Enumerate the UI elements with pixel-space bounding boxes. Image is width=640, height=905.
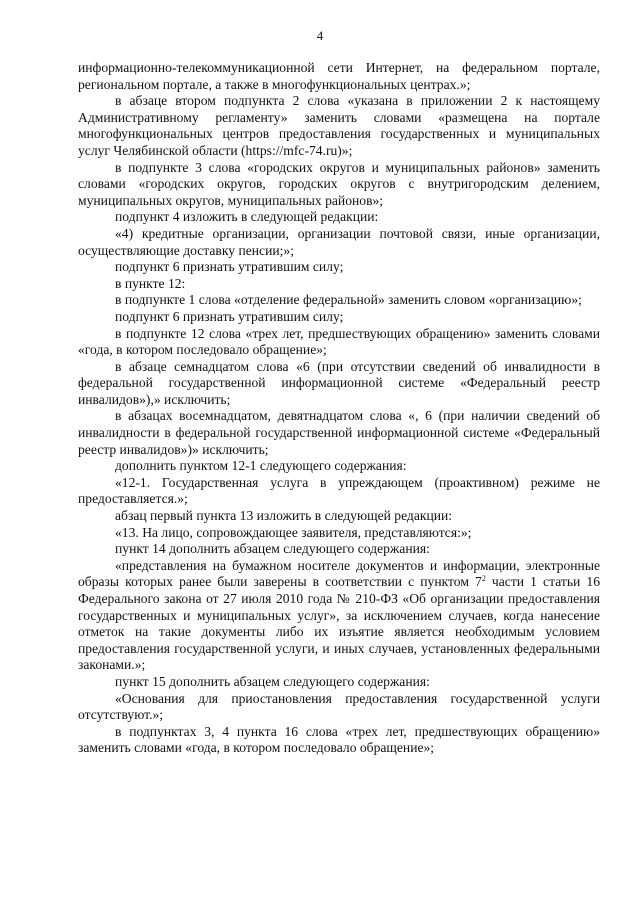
paragraph: в абзацах восемнадцатом, девятнадцатом слова «, 6 (при наличии сведений об инвалидности в федеральной государственной информационной системе «Федеральный реестр инвалидов»)» исключить; — [78, 408, 600, 457]
paragraph: информационно-телекоммуникационной сети Интернет, на федеральном портале, региональном портале, а также в многофункциональных центрах.»; — [78, 60, 600, 92]
paragraph: в подпункте 1 слова «отделение федеральной» заменить словом «организацию»; — [115, 292, 582, 308]
paragraph: в подпунктах 3, 4 пункта 16 слова «трех лет, предшествующих обращению» заменить словами «года, в котором последовало обращение»; — [78, 723, 600, 756]
paragraph: «12-1. Государственная услуга в упреждающем (проактивном) режиме не предоставляется.»; — [78, 474, 600, 507]
paragraph-text: части 1 статьи 16 Федерального закона от 27 июля 2010 года № 210-ФЗ «Об организации предоставления государственных и муниципальных услуг», за исключением случаев, когда нанесение отметок на такие документы либо их изъятие является необходимым условием предоставления государственной услуги, и иных случаев, установленных федеральными законами.»; — [78, 574, 600, 673]
paragraph: «Основания для приостановления предоставления государственной услуги отсутствуют.»; — [78, 690, 600, 723]
paragraph: в подпункте 3 слова «городских округов и муниципальных районов» заменить словами «городских округов, городских округов с внутригородским делением, муниципальных округов, муниципальных районов»; — [78, 159, 600, 208]
document-body — [78, 60, 600, 757]
paragraph: подпункт 6 признать утратившим силу; — [115, 308, 344, 324]
paragraph: в пункте 12: — [115, 275, 186, 291]
page-number: 4 — [316, 28, 324, 43]
paragraph: в подпункте 12 слова «трех лет, предшествующих обращению» заменить словами «года, в котором последовало обращение»; — [78, 325, 600, 358]
paragraph-text: «представления на бумажном носителе документов и информации, электронные образы которых ранее были заверены в соответствии с пунктом 7 — [78, 557, 600, 590]
paragraph: пункт 15 дополнить абзацем следующего содержания: — [115, 673, 430, 689]
paragraph: пункт 14 дополнить абзацем следующего содержания: — [115, 541, 430, 557]
paragraph: в абзаце семнадцатом слова «6 (при отсутствии сведений об инвалидности в федеральной государственной информационной системе «Федеральный реестр инвалидов»),» исключить; — [78, 358, 600, 407]
paragraph-with-superscript — [78, 558, 600, 674]
paragraph: «4) кредитные организации, организации почтовой связи, иные организации, осуществляющие доставку пенсии;»; — [78, 225, 600, 258]
paragraph: дополнить пунктом 12-1 следующего содержания: — [115, 458, 407, 474]
paragraph: «13. На лицо, сопровождающее заявителя, представляются:»; — [115, 524, 472, 540]
paragraph: подпункт 4 изложить в следующей редакции: — [115, 209, 379, 225]
paragraph: в абзаце втором подпункта 2 слова «указана в приложении 2 к настоящему Административному регламенту» заменить словами «размещена на портале многофункциональных центров предоставления государственных и муниципальных услуг Челябинской области (https://mfc-74.ru)»; — [78, 93, 600, 158]
paragraph: абзац первый пункта 13 изложить в следующей редакции: — [115, 508, 453, 524]
paragraph: подпункт 6 признать утратившим силу; — [115, 259, 344, 275]
superscript: 2 — [481, 574, 486, 584]
